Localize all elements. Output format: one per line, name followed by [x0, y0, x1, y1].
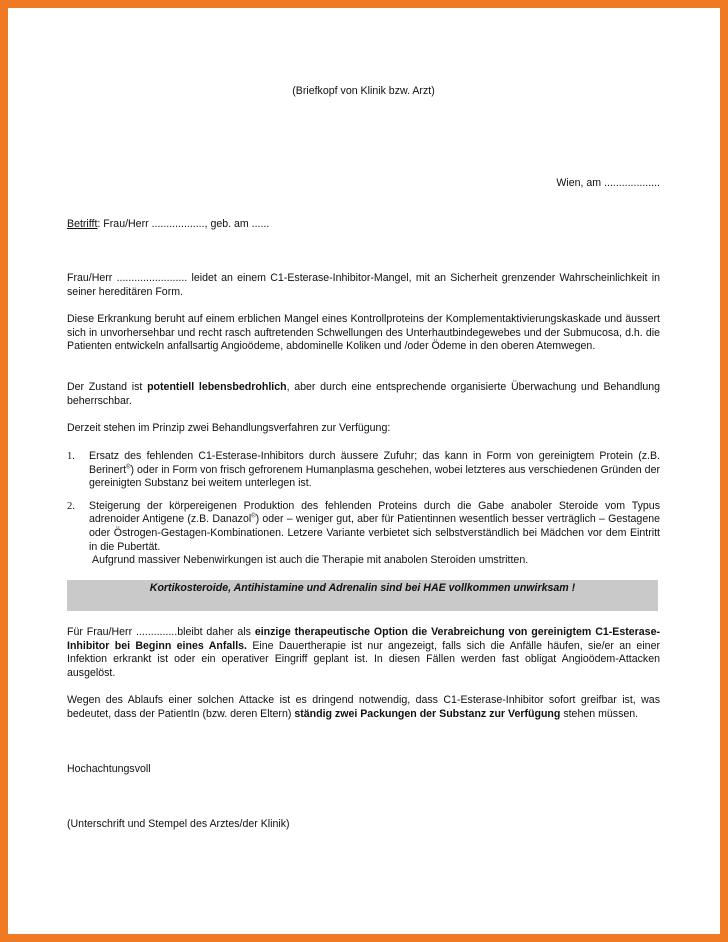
- list-item: [67, 450, 660, 491]
- letterhead-placeholder: (Briefkopf von Klinik bzw. Arzt): [292, 85, 435, 97]
- paragraph-disease: Diese Erkrankung beruht auf einem erblichen Mangel eines Kontrollproteins der Komplementaktivierungskaskade und äussert sich in unvorhersehbar und recht rasch auftretenden Schwellungen des Unterhautbindegewebes und der Submucosa, d.h. die Patienten entwickeln anfallsartig Angioödeme, abdominelle Koliken und /oder Ödeme in den oberen Atemwegen.: [67, 313, 660, 353]
- subject-label: Betrifft: [67, 218, 98, 230]
- registered-mark: ®: [126, 464, 131, 471]
- subject-rest: : Frau/Herr .................., geb. am ......: [97, 218, 270, 230]
- signature-placeholder: (Unterschrift und Stempel des Arztes/der Klinik): [67, 818, 290, 830]
- paragraph-condition: [67, 381, 660, 408]
- subject-line: [67, 218, 660, 232]
- paragraph-availability: [67, 694, 660, 721]
- list-text-post: ) oder in Form von frisch gefrorenem Humanplasma geschehen, wobei letzteres aus verschiedenen Gründen der gereinigten Substanz bei weitem unterlegen ist.: [89, 463, 660, 490]
- condition-text-pre: Der Zustand ist: [67, 381, 148, 393]
- list-text-pre: Ersatz des fehlenden C1-Esterase-Inhibitors durch äussere Zufuhr; das kann in Form von gereinigtem Protein (z.B. Berinert: [89, 450, 660, 476]
- warning-banner: Kortikosteroide, Antihistamine und Adrenalin sind bei HAE vollkommen unwirksam !: [67, 580, 658, 611]
- option-text-post: Eine Dauertherapie ist nur angezeigt, falls sich die Anfälle häufen, sie/er an einer Infektion erkrankt ist oder ein operativer Eingriff geplant ist. In diesen Fällen werden fast obligat Angioödem-Attacken ausgelöst.: [67, 639, 660, 679]
- paragraph-therapy-option: [67, 626, 660, 680]
- date-line: Wien, am ...................: [556, 177, 660, 189]
- list-text-post: ) oder – weniger gut, aber für Patientinnen wesentlich besser verträglich – Gestagene oder Östrogen-Gestagen-Kombinationen. Letzere Variante verbietet sich selbstverständlich bei Mädchen vor dem Eintritt in die Pubertät.: [89, 513, 660, 553]
- paragraph-diagnosis: Frau/Herr ........................ leidet an einem C1-Esterase-Inhibitor-Mangel, mit an Sicherheit grenzender Wahrscheinlichkeit in seiner hereditären Form.: [67, 272, 660, 298]
- paragraph-treatments-intro: Derzeit stehen im Prinzip zwei Behandlungsverfahren zur Verfügung:: [67, 422, 391, 434]
- condition-bold: potentiell lebensbedrohlich: [147, 381, 287, 393]
- availability-text-post: stehen müssen.: [560, 707, 639, 720]
- list-text-pre: Steigerung der körpereigenen Produktion des fehlenden Proteins durch die Gabe anaboler Steroide vom Typus adrenoider Antigene (z.B. Danazol: [89, 499, 660, 526]
- condition-text-post: , aber durch eine entsprechende organisierte Überwachung und Behandlung beherrschbar.: [67, 381, 661, 407]
- option-bold: einzige therapeutische Option die Verabreichung von gereinigtem C1-Esterase-Inhibitor bei Beginn eines Anfalls.: [67, 626, 660, 652]
- availability-text-pre: Wegen des Ablaufs einer solchen Attacke ist es dringend notwendig, dass C1-Esterase-Inhibitor sofort greifbar ist, was bedeutet, dass der PatientIn (bzw. deren Eltern): [67, 694, 660, 720]
- list-item: [67, 500, 660, 568]
- list-extra-note: Aufgrund massiver Nebenwirkungen ist auch die Therapie mit anabolen Steroiden umstritten.: [92, 554, 529, 567]
- list-number: 2.: [67, 500, 75, 512]
- treatment-list: [67, 450, 660, 568]
- closing: Hochachtungsvoll: [67, 763, 151, 775]
- availability-bold: ständig zwei Packungen der Substanz zur Verfügung: [294, 707, 561, 720]
- list-number: 1.: [67, 451, 75, 462]
- option-text-pre: Für Frau/Herr ..............bleibt daher als: [67, 626, 255, 638]
- registered-mark: ®: [251, 513, 256, 520]
